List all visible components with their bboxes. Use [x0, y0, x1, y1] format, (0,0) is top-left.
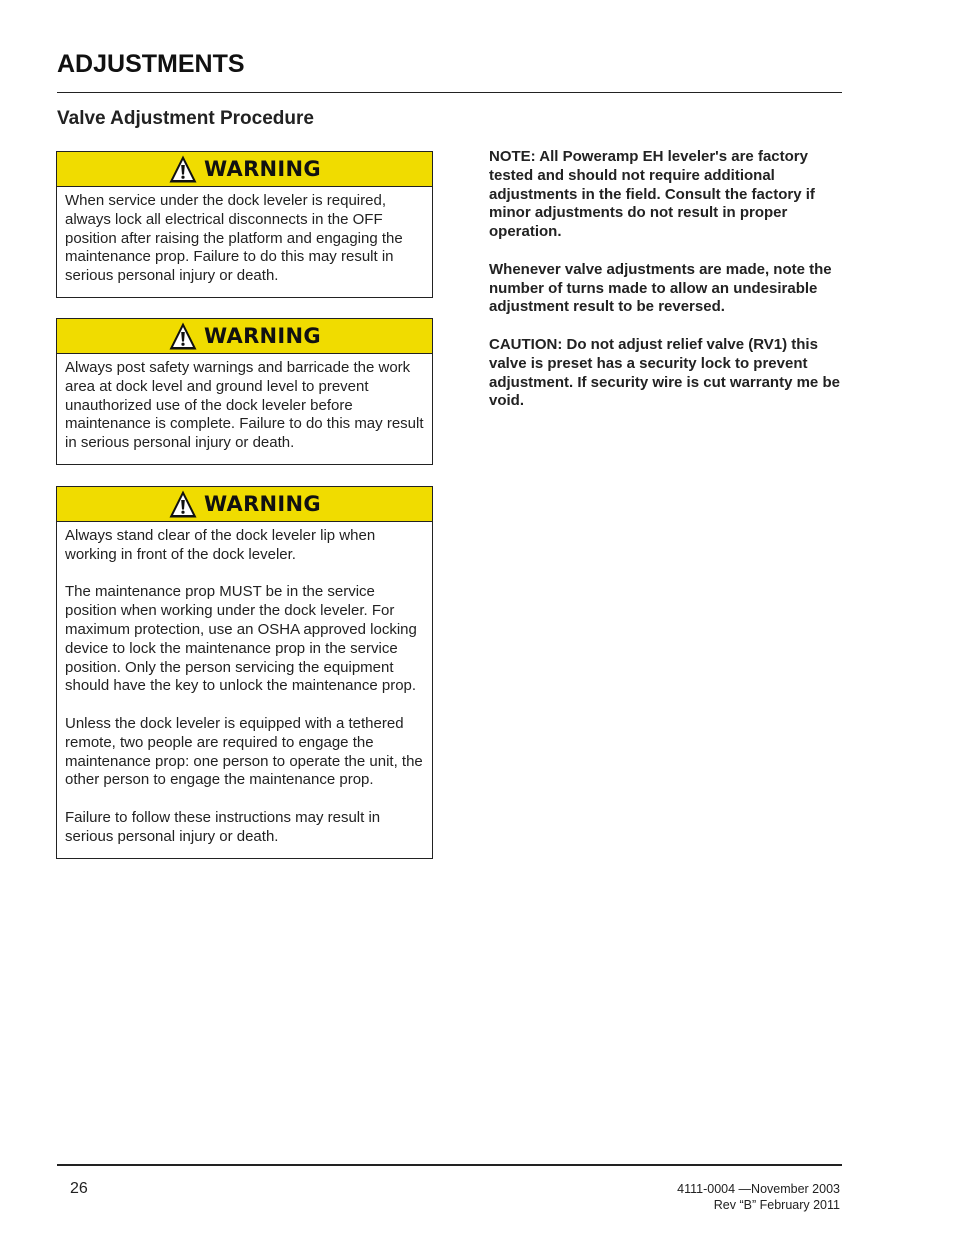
note-paragraph: NOTE: All Poweramp EH leveler's are factory tested and should not require additional adjustments in the field. Consult the factory if minor adjustments do not result in proper operation. — [489, 148, 815, 241]
warning-text: The maintenance prop MUST be in the service position when working under the dock leveler. For maximum protection, use an OSHA approved locking device to lock the maintenance prop in the service position. Only the person servicing the equipment should have the key to unlock the maintenance prop. — [65, 583, 417, 695]
warning-text: Always stand clear of the dock leveler lip when working in front of the dock leveler. — [65, 527, 376, 563]
warning-header — [57, 487, 432, 522]
warning-box-2 — [56, 318, 433, 465]
warning-text: Unless the dock leveler is equipped with a tethered remote, two people are required to engage the maintenance prop: one person to operate the unit, the other person to engage the maintenance prop. — [65, 714, 423, 789]
warning-triangle-icon — [168, 154, 198, 184]
document-info — [677, 1182, 840, 1213]
warning-label: WARNING — [204, 492, 321, 516]
warning-header — [57, 319, 432, 354]
warning-body — [57, 354, 432, 464]
warning-triangle-icon — [168, 321, 198, 351]
page-title: ADJUSTMENTS — [57, 50, 245, 78]
caution-paragraph: CAUTION: Do not adjust relief valve (RV1) this valve is preset has a security lock to prevent adjustment. If security wire is cut warranty me be void. — [489, 335, 840, 410]
warning-text: Always post safety warnings and barricade the work area at dock level and ground level to prevent unauthorized use of the dock leveler before maintenance is complete. Failure to do this may result in serious personal injury or death. — [65, 359, 424, 452]
warning-label: WARNING — [204, 324, 321, 348]
document-number: 4111-0004 —November 2003 — [677, 1182, 840, 1196]
note-paragraph: Whenever valve adjustments are made, note the number of turns made to allow an undesirable adjustment result to be reversed. — [489, 260, 832, 316]
revision-date: Rev “B” February 2011 — [713, 1197, 840, 1212]
footer-divider — [57, 1164, 842, 1166]
warning-body — [57, 522, 432, 858]
warning-header — [57, 152, 432, 187]
section-heading: Valve Adjustment Procedure — [57, 108, 314, 129]
warning-label: WARNING — [204, 157, 321, 181]
notes-column — [489, 148, 849, 411]
warning-text: When service under the dock leveler is required, always lock all electrical disconnects in the OFF position after raising the platform and engaging the maintenance prop. Failure to do this may result in serious personal injury or death. — [65, 192, 403, 285]
warning-body — [57, 187, 432, 297]
header-divider — [57, 92, 842, 93]
warning-box-1 — [56, 151, 433, 298]
page-number: 26 — [70, 1180, 88, 1197]
warning-triangle-icon — [168, 489, 198, 519]
warning-box-3 — [56, 486, 433, 859]
warning-text: Failure to follow these instructions may result in serious personal injury or death. — [65, 808, 381, 845]
